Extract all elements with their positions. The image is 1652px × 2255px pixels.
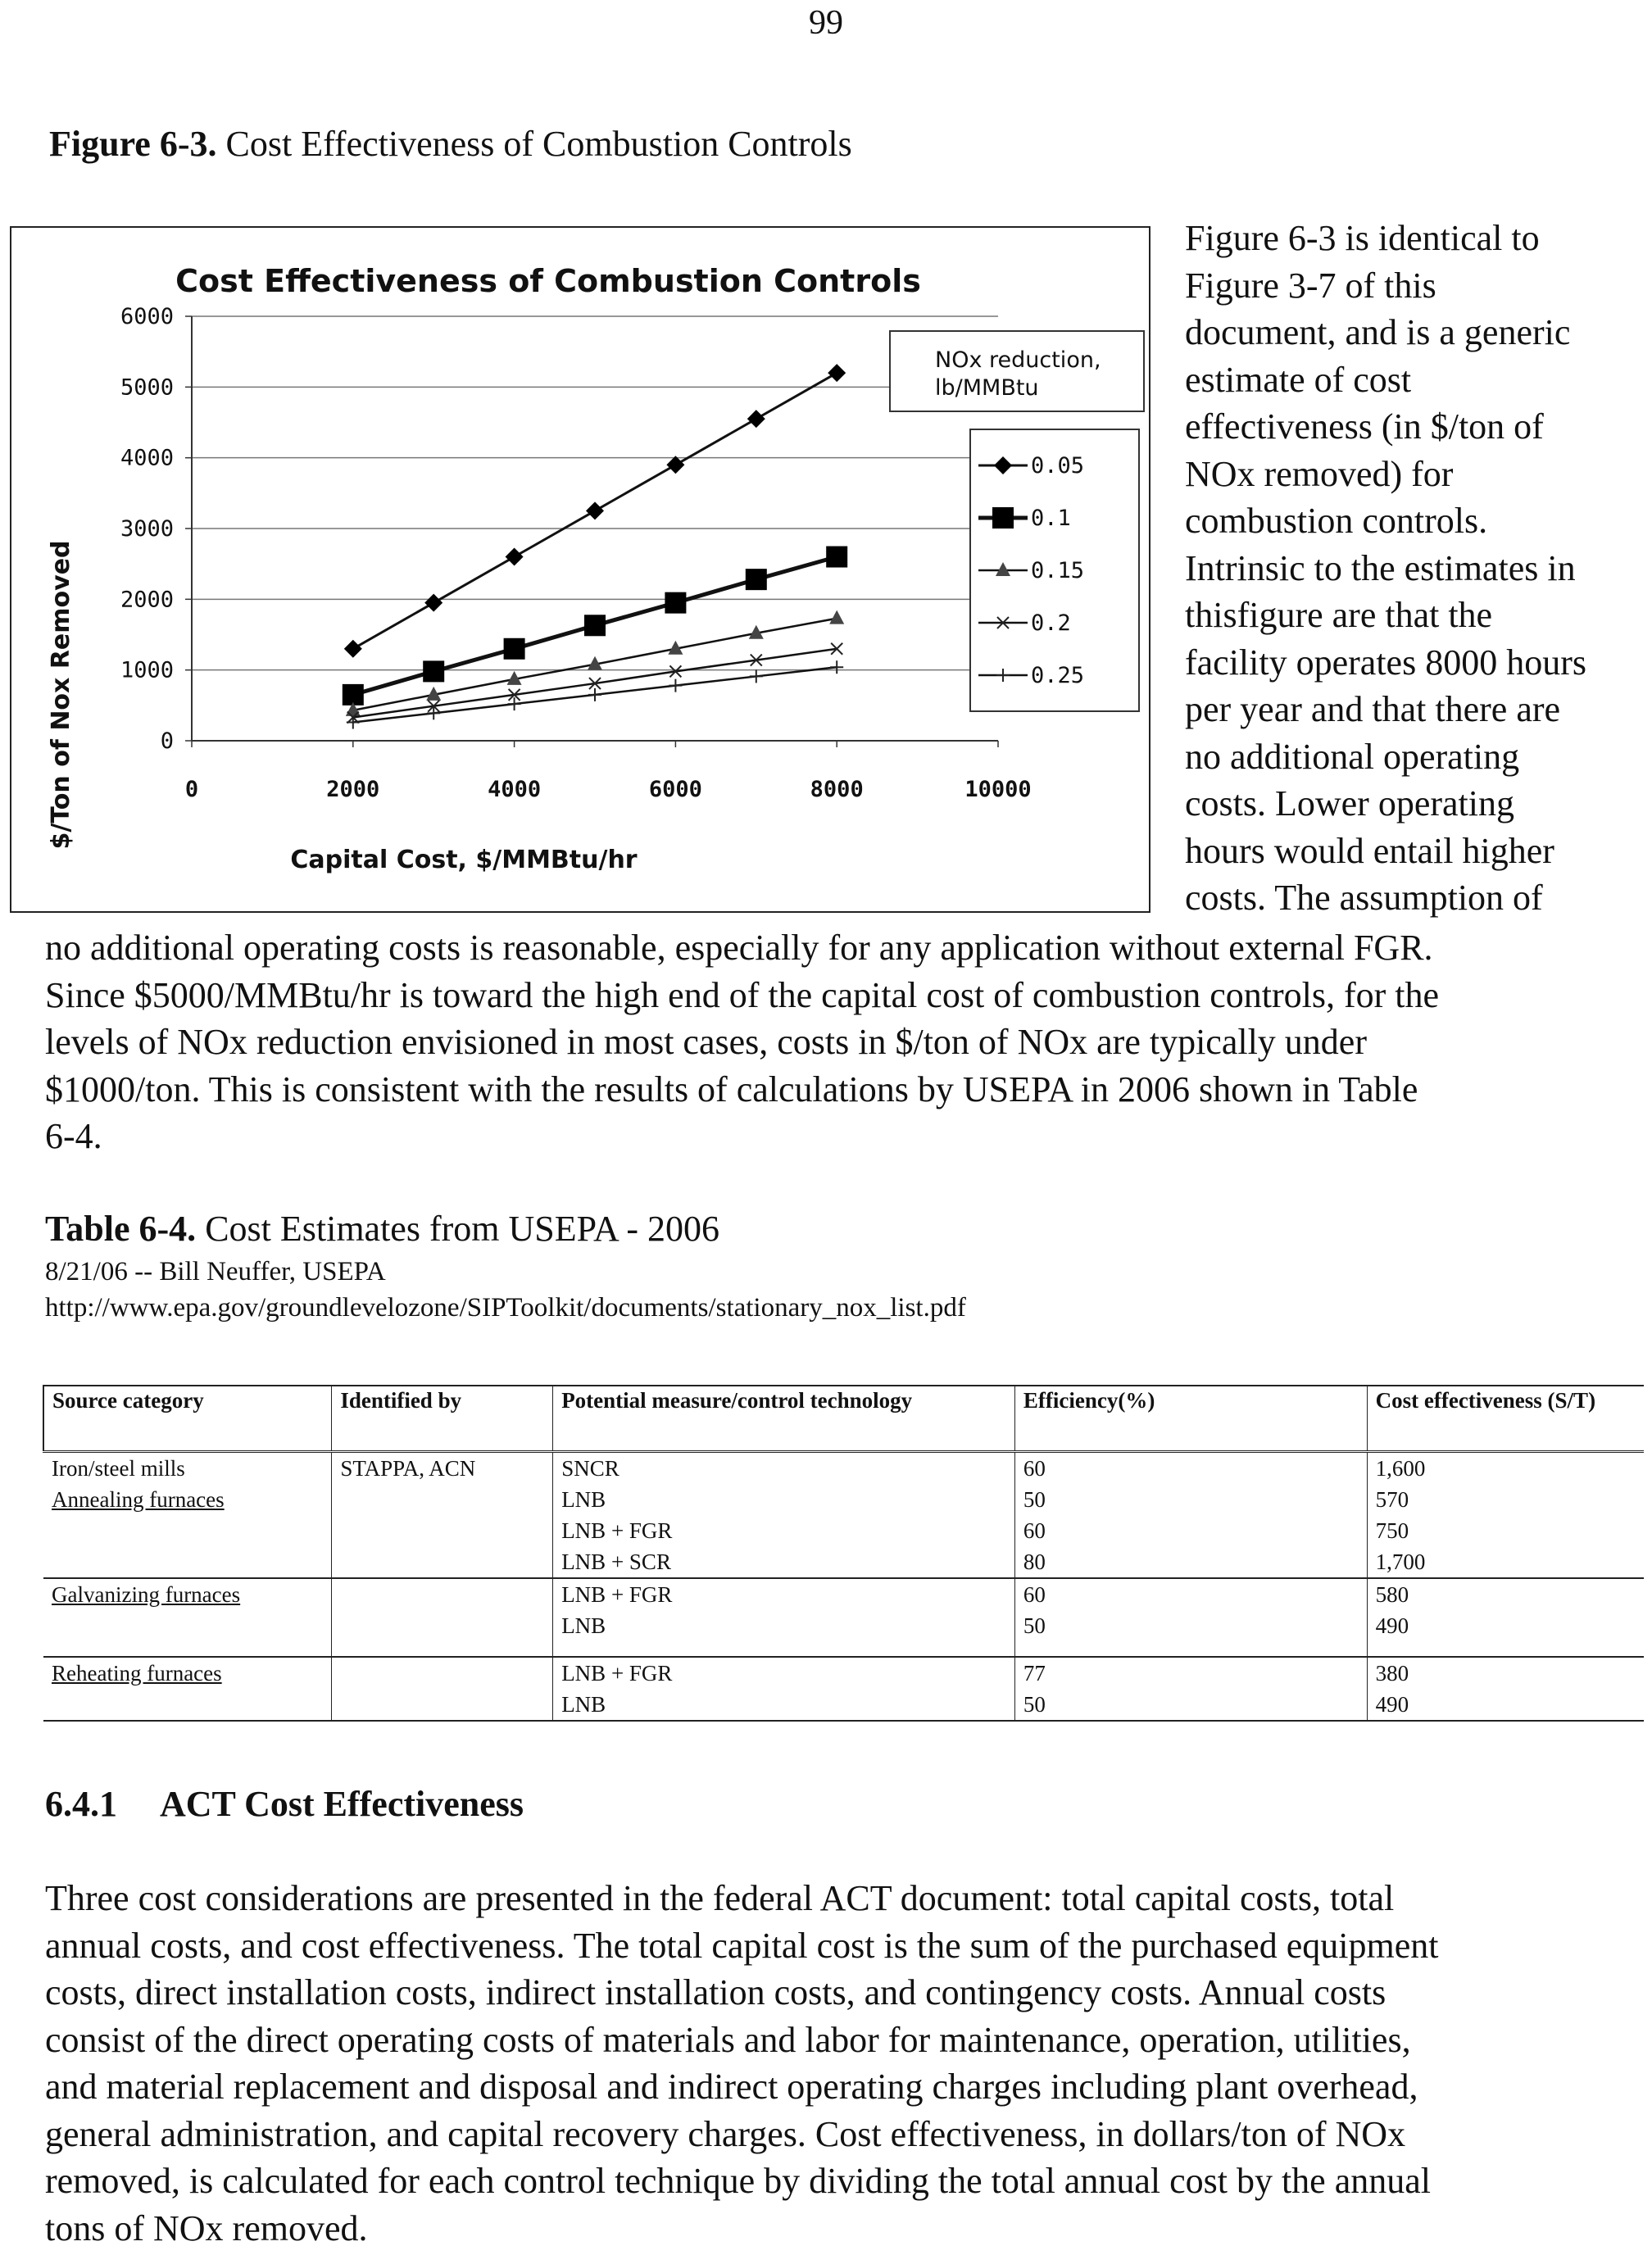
cost-estimates-table	[43, 1385, 1644, 1722]
cell-measure: LNB + FGR	[553, 1657, 1015, 1689]
data-point	[992, 507, 1014, 529]
cell-efficiency: 50	[1014, 1610, 1367, 1641]
data-point	[588, 688, 601, 701]
side-text-line: Intrinsic to the estimates in	[1185, 547, 1576, 588]
cell-source	[43, 1546, 332, 1578]
legend-title: lb/MMBtu	[935, 375, 1039, 401]
side-text-line: costs. The assumption of	[1185, 878, 1543, 918]
series-0.25	[347, 660, 843, 728]
cell-measure: SNCR	[553, 1452, 1015, 1485]
paragraph-line: removed, is calculated for each control technique by dividing the total annual cost by the annual	[45, 2161, 1431, 2201]
table-row	[43, 1657, 1644, 1689]
continued-paragraph	[45, 924, 1635, 1160]
cell-source: Reheating furnaces	[52, 1661, 222, 1686]
chart-title: Cost Effectiveness of Combustion Controls	[175, 263, 921, 299]
section-number: 6.4.1	[45, 1784, 117, 1824]
side-text-line: facility operates 8000 hours	[1185, 642, 1586, 683]
table-header-row	[43, 1386, 1644, 1452]
chart-container	[10, 226, 1150, 913]
cell-efficiency: 60	[1014, 1515, 1367, 1546]
cell-identified	[332, 1689, 553, 1721]
side-text-line: hours would entail higher	[1185, 830, 1554, 871]
header-cost-effectiveness: Cost effectiveness (S/T)	[1367, 1386, 1644, 1452]
table-source	[45, 1254, 966, 1326]
chart-legend	[890, 331, 1144, 711]
table-caption	[45, 1208, 719, 1250]
paragraph-line: annual costs, and cost effectiveness. The total capital cost is the sum of the purchased equipment	[45, 1925, 1439, 1966]
cell-identified	[332, 1657, 553, 1689]
series-0.2	[347, 643, 842, 724]
table-date-author: 8/21/06 -- Bill Neuffer, USEPA	[45, 1257, 386, 1286]
x-tick-label: 10000	[964, 777, 1032, 802]
data-point	[584, 615, 606, 636]
spacer-cell	[1367, 1641, 1644, 1657]
data-point	[830, 660, 843, 674]
table-row	[43, 1546, 1644, 1578]
data-point	[427, 706, 440, 719]
paragraph-line: and material replacement and disposal and indirect operating charges including plant overhead,	[45, 2067, 1418, 2107]
cell-efficiency: 80	[1014, 1546, 1367, 1578]
cell-identified	[332, 1578, 553, 1610]
data-point	[747, 410, 765, 428]
header-source-category: Source category	[43, 1386, 332, 1452]
data-point	[665, 592, 686, 614]
side-text-line: effectiveness (in $/ton of	[1185, 406, 1544, 447]
cell-identified: STAPPA, ACN	[332, 1452, 553, 1485]
data-point	[826, 547, 847, 568]
side-text-line: per year and that there are	[1185, 689, 1561, 729]
line-chart	[11, 228, 1150, 913]
legend-label: 0.2	[1031, 610, 1071, 636]
side-text-line: costs. Lower operating	[1185, 783, 1514, 824]
paragraph-line: general administration, and capital recovery charges. Cost effectiveness, in dollars/ton of NOx	[45, 2113, 1406, 2154]
cell-cost: 570	[1367, 1484, 1644, 1515]
section-title: ACT Cost Effectiveness	[160, 1784, 524, 1824]
y-tick-label: 5000	[120, 374, 174, 401]
paragraph-line: 6-4.	[45, 1116, 102, 1156]
side-text-line: document, and is a generic	[1185, 312, 1571, 352]
table-row	[43, 1578, 1644, 1610]
paragraph-line: consist of the direct operating costs of materials and labor for maintenance, operation, utilities,	[45, 2019, 1411, 2060]
series-0.05	[344, 364, 846, 658]
section-heading	[45, 1783, 524, 1825]
paragraph-line: tons of NOx removed.	[45, 2207, 368, 2248]
side-text-line: Figure 3-7 of this	[1185, 265, 1436, 306]
paragraph-line: costs, direct installation costs, indirect installation costs, and contingency costs. Annual costs	[45, 1972, 1386, 2012]
cell-efficiency: 50	[1014, 1689, 1367, 1721]
cell-cost: 490	[1367, 1689, 1644, 1721]
y-tick-label: 6000	[120, 304, 174, 329]
data-point	[669, 679, 682, 692]
table-caption-label: Table 6-4.	[45, 1209, 197, 1249]
table-caption-text: Cost Estimates from USEPA - 2006	[205, 1209, 720, 1249]
cell-measure: LNB + FGR	[553, 1515, 1015, 1546]
data-point	[829, 610, 844, 624]
table-row	[43, 1484, 1644, 1515]
cell-identified	[332, 1610, 553, 1641]
cell-source: Annealing furnaces	[52, 1487, 225, 1512]
table-row	[43, 1452, 1644, 1485]
x-axis-label: Capital Cost, $/MMBtu/hr	[290, 846, 638, 874]
cell-cost: 490	[1367, 1610, 1644, 1641]
side-text-line: Figure 6-3 is identical to	[1185, 218, 1540, 258]
legend-title: NOx reduction,	[935, 347, 1101, 373]
table-row	[43, 1515, 1644, 1546]
spacer-cell	[1014, 1641, 1367, 1657]
legend-label: 0.05	[1031, 453, 1085, 479]
header-efficiency: Efficiency(%)	[1014, 1386, 1367, 1452]
side-text-line: thisfigure are that the	[1185, 595, 1493, 635]
page-number: 99	[809, 4, 843, 42]
figure-caption-text: Cost Effectiveness of Combustion Controls	[225, 124, 852, 164]
data-point	[666, 456, 684, 474]
data-point	[746, 569, 767, 590]
legend-label: 0.1	[1031, 506, 1071, 531]
side-text-line: estimate of cost	[1185, 359, 1412, 400]
table-row	[43, 1689, 1644, 1721]
paragraph-line: no additional operating costs is reasonable, especially for any application without external FGR.	[45, 928, 1433, 968]
cell-efficiency: 50	[1014, 1484, 1367, 1515]
data-point	[424, 594, 442, 612]
data-point	[586, 501, 604, 520]
cell-identified	[332, 1515, 553, 1546]
data-point	[506, 548, 524, 566]
legend-label: 0.25	[1031, 663, 1085, 688]
x-tick-label: 6000	[648, 777, 702, 802]
cell-source: Galvanizing furnaces	[52, 1582, 241, 1607]
cell-source	[43, 1610, 332, 1641]
y-tick-label: 0	[160, 728, 174, 754]
paragraph-line: $1000/ton. This is consistent with the results of calculations by USEPA in 2006 shown in Table	[45, 1069, 1418, 1109]
cell-efficiency: 60	[1014, 1452, 1367, 1485]
data-point	[750, 669, 763, 683]
paragraph-line: Three cost considerations are presented in the federal ACT document: total capital costs, total	[45, 1878, 1395, 1918]
cell-identified	[332, 1546, 553, 1578]
spacer-cell	[332, 1641, 553, 1657]
series-0.1	[343, 547, 847, 706]
cell-efficiency: 60	[1014, 1578, 1367, 1610]
chart-series	[343, 364, 847, 728]
y-axis-label: $/Ton of Nox Removed	[47, 540, 75, 850]
data-point	[423, 660, 444, 682]
side-text-line: combustion controls.	[1185, 501, 1488, 541]
header-control-technology: Potential measure/control technology	[553, 1386, 1015, 1452]
cell-cost: 380	[1367, 1657, 1644, 1689]
side-paragraph	[1185, 215, 1644, 922]
data-point	[344, 640, 362, 658]
table-source-url: http://www.epa.gov/groundlevelozone/SIPToolkit/documents/stationary_nox_list.pdf	[45, 1293, 966, 1323]
cell-measure: LNB	[553, 1610, 1015, 1641]
data-point	[828, 364, 846, 382]
cell-measure: LNB	[553, 1484, 1015, 1515]
y-tick-label: 1000	[120, 657, 174, 683]
cell-efficiency: 77	[1014, 1657, 1367, 1689]
data-point	[504, 638, 525, 660]
x-tick-label: 4000	[488, 777, 542, 802]
act-cost-paragraph	[45, 1875, 1635, 2252]
cell-identified	[332, 1484, 553, 1515]
cell-source	[43, 1689, 332, 1721]
table-row	[43, 1610, 1644, 1641]
cell-cost: 1,700	[1367, 1546, 1644, 1578]
cell-measure: LNB	[553, 1689, 1015, 1721]
paragraph-line: Since $5000/MMBtu/hr is toward the high end of the capital cost of combustion controls, for the	[45, 974, 1440, 1015]
side-text-line: no additional operating	[1185, 736, 1520, 777]
y-tick-label: 2000	[120, 587, 174, 613]
legend-label: 0.15	[1031, 558, 1085, 583]
figure-caption	[49, 123, 852, 165]
x-tick-label: 8000	[810, 777, 864, 802]
table-spacer-row	[43, 1641, 1644, 1657]
side-text-line: NOx removed) for	[1185, 453, 1454, 494]
y-tick-label: 3000	[120, 516, 174, 542]
spacer-cell	[43, 1641, 332, 1657]
cell-cost: 580	[1367, 1578, 1644, 1610]
cell-source: Iron/steel mills	[52, 1456, 185, 1481]
cell-cost: 1,600	[1367, 1452, 1644, 1485]
y-tick-label: 4000	[120, 445, 174, 471]
x-tick-label: 0	[184, 777, 199, 802]
cell-cost: 750	[1367, 1515, 1644, 1546]
cell-source	[43, 1515, 332, 1546]
figure-caption-label: Figure 6-3.	[49, 124, 217, 164]
spacer-cell	[553, 1641, 1015, 1657]
cell-measure: LNB + FGR	[553, 1578, 1015, 1610]
paragraph-line: levels of NOx reduction envisioned in most cases, costs in $/ton of NOx are typically under	[45, 1022, 1367, 1062]
header-identified-by: Identified by	[332, 1386, 553, 1452]
cell-measure: LNB + SCR	[553, 1546, 1015, 1578]
x-tick-label: 2000	[326, 777, 380, 802]
